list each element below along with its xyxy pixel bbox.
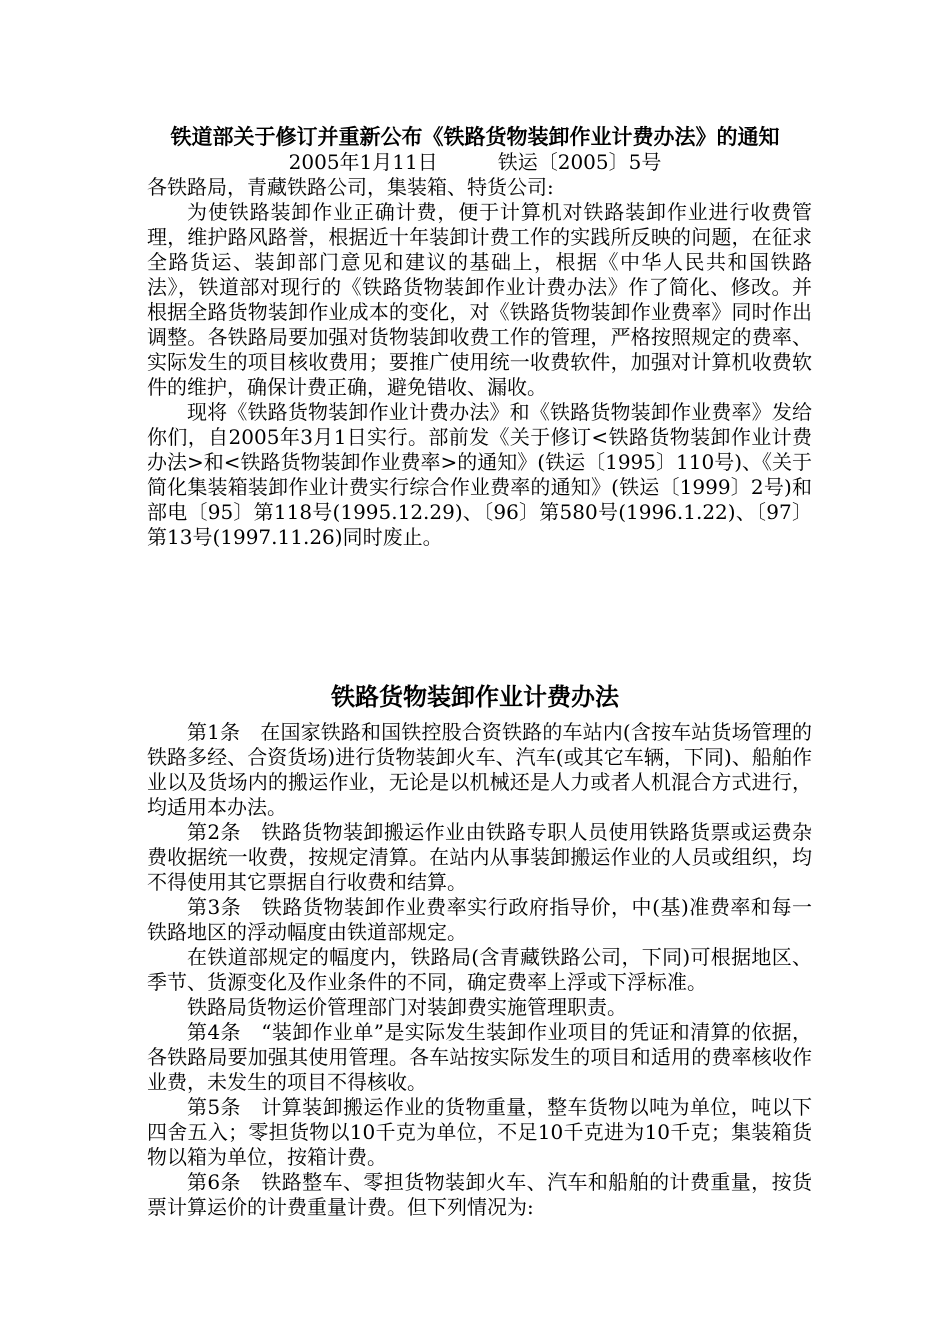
- article-paragraph: 第5条 计算装卸搬运作业的货物重量，整车货物以吨为单位，吨以下四舍五入；零担货物以10千克为单位，不足10千克进为10千克；集装箱货物以箱为单位，按箱计费。: [147, 1095, 812, 1169]
- article-paragraph: 第3条 铁路货物装卸作业费率实行政府指导价，中(基)准费率和每一铁路地区的浮动幅度由铁道部规定。: [147, 895, 812, 944]
- notice-salutation: 各铁路局，青藏铁路公司，集装箱、特货公司:: [147, 175, 554, 199]
- article-paragraph: 第1条 在国家铁路和国铁控股合资铁路的车站内(含按车站货场管理的铁路多经、合资货场)进行货物装卸火车、汽车(或其它车辆，下同)、船舶作业以及货场内的搬运作业，无论是以机械还是人力或者人机混合方式进行，均适用本办法。: [147, 720, 812, 819]
- notice-dateline: [0, 149, 950, 175]
- notice-title: 铁道部关于修订并重新公布《铁路货物装卸作业计费办法》的通知: [170, 124, 780, 149]
- notice-doc-number: 铁运〔2005〕5号: [497, 150, 662, 174]
- article-paragraph: 第6条 铁路整车、零担货物装卸火车、汽车和船舶的计费重量，按货票计算运价的计费重量计费。但下列情况为:: [147, 1170, 812, 1219]
- article-paragraph: 在铁道部规定的幅度内，铁路局(含青藏铁路公司，下同)可根据地区、季节、货源变化及作业条件的不同，确定费率上浮或下浮标准。: [147, 945, 812, 994]
- notice-paragraph: 现将《铁路货物装卸作业计费办法》和《铁路货物装卸作业费率》发给你们，自2005年3月1日实行。部前发《关于修订<铁路货物装卸作业计费办法>和<铁路货物装卸作业费率>的通知》(铁运〔1995〕110号)、《关于简化集装箱装卸作业计费实行综合作业费率的通知》(铁运〔1999〕2号)和部电〔95〕第118号(1995.12.29)、〔96〕第580号(1996.1.22)、〔97〕第13号(1997.11.26)同时废止。: [147, 400, 812, 549]
- article-paragraph: 铁路局货物运价管理部门对装卸费实施管理职责。: [187, 995, 627, 1019]
- article-paragraph: 第4条 “装卸作业单”是实际发生装卸作业项目的凭证和清算的依据，各铁路局要加强其使用管理。各车站按实际发生的项目和适用的费率核收作业费，未发生的项目不得核收。: [147, 1020, 812, 1094]
- notice-body: [147, 175, 812, 550]
- notice-date: 2005年1月11日: [288, 150, 438, 174]
- regulation-title: 铁路货物装卸作业计费办法: [331, 682, 619, 711]
- notice-paragraph: 为使铁路装卸作业正确计费，便于计算机对铁路装卸作业进行收费管理，维护路风路誉，根据近十年装卸计费工作的实践所反映的问题，在征求全路货运、装卸部门意见和建议的基础上，根据《中华人民共和国铁路法》，铁道部对现行的《铁路货物装卸作业计费办法》作了简化、修改。并根据全路货物装卸作业成本的变化，对《铁路货物装卸作业费率》同时作出调整。各铁路局要加强对货物装卸收费工作的管理，严格按照规定的费率、实际发生的项目核收费用；要推广使用统一收费软件，加强对计算机收费软件的维护，确保计费正确，避免错收、漏收。: [147, 200, 812, 399]
- regulation-body: [147, 720, 812, 1220]
- article-paragraph: 第2条 铁路货物装卸搬运作业由铁路专职人员使用铁路货票或运费杂费收据统一收费，按规定清算。在站内从事装卸搬运作业的人员或组织，均不得使用其它票据自行收费和结算。: [147, 820, 812, 894]
